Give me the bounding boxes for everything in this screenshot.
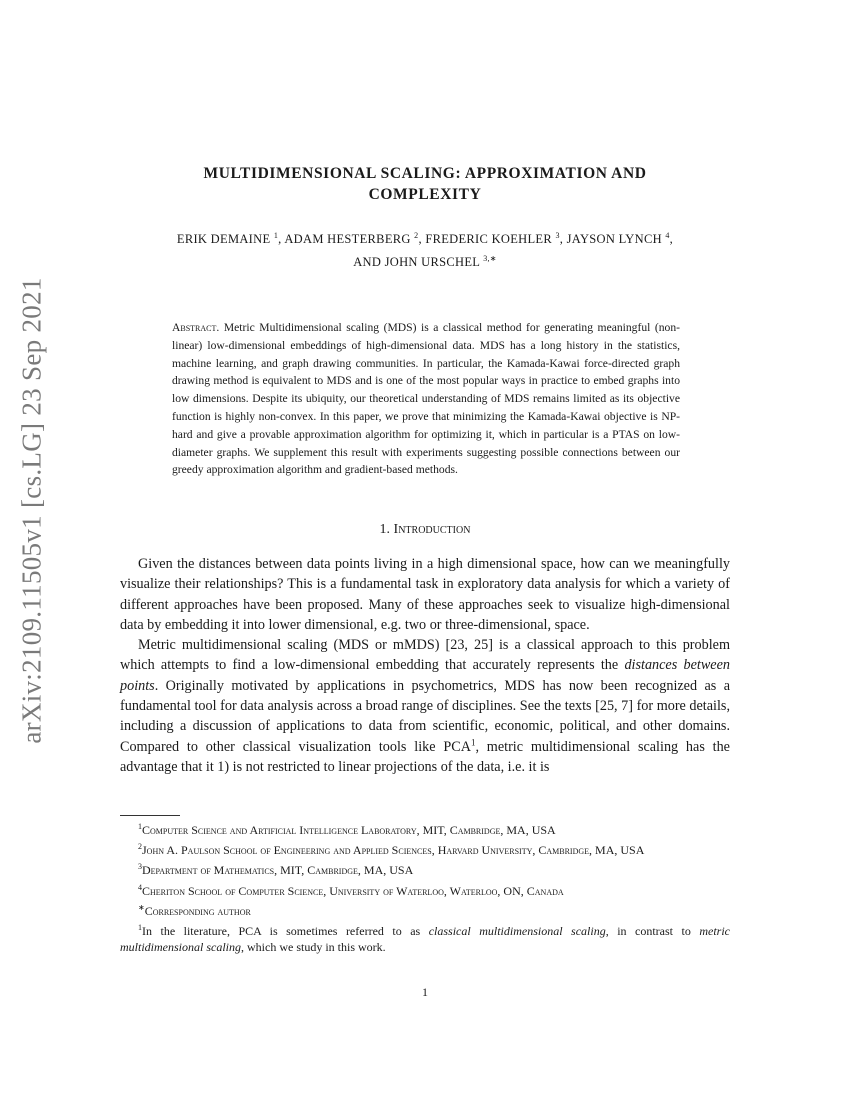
footnote-mark: 2 [138, 842, 142, 852]
footnotes [120, 819, 730, 956]
page-number: 1 [422, 985, 428, 999]
author-line-2 [120, 249, 730, 272]
footnote-text: In the literature, PCA is sometimes referred to as [142, 924, 429, 939]
affiliation-mark: 3,∗ [483, 254, 497, 264]
affiliation-mark: 1 [273, 231, 279, 240]
author-name: , ADAM HESTERBERG [278, 232, 411, 247]
body-text [120, 554, 730, 777]
text-run: , metric multidimensional scaling has the advantage that it 1) is not restricted to linear projections of the data, i.e. it is [120, 738, 730, 775]
footnote-mark: 1 [470, 736, 476, 747]
title-line-1: MULTIDIMENSIONAL SCALING: APPROXIMATION AND [203, 165, 647, 182]
footnote-text: Corresponding author [144, 903, 251, 918]
footnote-text: Computer Science and Artificial Intelligence Laboratory, MIT, Cambridge, MA, USA [142, 823, 556, 837]
affiliation-mark: 4 [665, 231, 670, 240]
section-title: Introduction [393, 522, 471, 537]
author-name: ERIK DEMAINE [176, 232, 271, 247]
footnote-rule [120, 815, 180, 816]
footnote-text: Cheriton School of Computer Science, University of Waterloo, Waterloo, ON, Canada [142, 883, 564, 898]
author-line-1 [120, 226, 730, 249]
arxiv-identifier: arXiv:2109.11505v1 [cs.LG] 23 Sep 2021 [16, 276, 47, 744]
paragraph: Given the distances between data points living in a high dimensional space, how can we meaningfully visualize their relationships? This is a fundamental task in exploratory data analysis for which a variety of different approaches have been proposed. Many of these approaches seek to visualize high-dimensional data by embedding it into lower dimensional, e.g. two or three-dimensional, space. [120, 556, 730, 633]
paper-title [120, 163, 730, 205]
footnote-text: Department of Mathematics, MIT, Cambridge, MA, USA [142, 863, 414, 878]
arxiv-sidebar-stamp [10, 276, 54, 744]
footnote-mark: 1 [138, 923, 142, 933]
emphasis: metric multidimensional scaling [120, 924, 730, 955]
author-name: AND JOHN URSCHEL [353, 255, 480, 270]
footnote-text: John A. Paulson School of Engineering and Applied Sciences, Harvard University, Cambridge, MA, USA [142, 843, 645, 858]
abstract [172, 319, 680, 479]
title-line-2: COMPLEXITY [368, 186, 482, 203]
abstract-label: Abstract. [172, 321, 220, 334]
paragraph [120, 635, 730, 777]
footnote [120, 839, 730, 858]
abstract-text: Metric Multidimensional scaling (MDS) is a classical method for generating meaningful (non-linear) low-dimensional embeddings of high-dimensional data. MDS has a long history in the statistics, machine learning, and graph drawing communities. In particular, the Kamada-Kawai force-directed graph drawing method is equivalent to MDS and is one of the most popular ways in practice to embed graphs into low dimensions. Despite its ubiquity, our theoretical understanding of MDS remains limited as its objective function is highly non-convex. In this paper, we prove that minimizing the Kamada-Kawai objective is NP-hard and give a provable approximation algorithm for optimizing it, which in particular is a PTAS on low-diameter graphs. We supplement this result with experiments suggesting possible connections between our greedy approximation algorithm and gradient-based methods. [172, 321, 681, 477]
text-run: Metric multidimensional scaling (MDS or mMDS) [23, 25] is a classical approach to this problem which attempts to find a low-dimensional embedding that accurately represents the [120, 637, 730, 674]
footnote [120, 880, 730, 899]
footnote-mark: 4 [138, 882, 142, 892]
section-number: 1. [379, 522, 391, 537]
text-run: . Originally motivated by applications in psychometrics, MDS has now been recognized as a fundamental tool for data analysis across a broad range of disciplines. See the texts [25, 7] for more details, including a discussion of applications to data from scientific, economic, political, and other domains. Compared to other classical visualization tools like PCA [120, 677, 730, 755]
footnote [120, 920, 730, 955]
affiliation-mark: 3 [555, 231, 560, 240]
footnote-mark: ∗ [138, 902, 145, 912]
author-name: , FREDERIC KOEHLER [418, 232, 552, 247]
separator: , [669, 232, 674, 247]
footnote [120, 900, 730, 919]
footnote-text: , in contrast to [605, 924, 700, 939]
affiliation-mark: 2 [414, 231, 419, 240]
footnote [120, 859, 730, 878]
footnote-text: , which we study in this work. [241, 940, 386, 955]
emphasis: distances between points [120, 657, 730, 694]
footnote-mark: 1 [138, 822, 142, 831]
author-name: , JAYSON LYNCH [559, 232, 662, 247]
emphasis: classical multidimensional scaling [428, 924, 606, 939]
section-heading [120, 522, 730, 538]
footnote [120, 819, 730, 838]
footnote-mark: 3 [138, 862, 142, 872]
author-list [120, 226, 730, 272]
